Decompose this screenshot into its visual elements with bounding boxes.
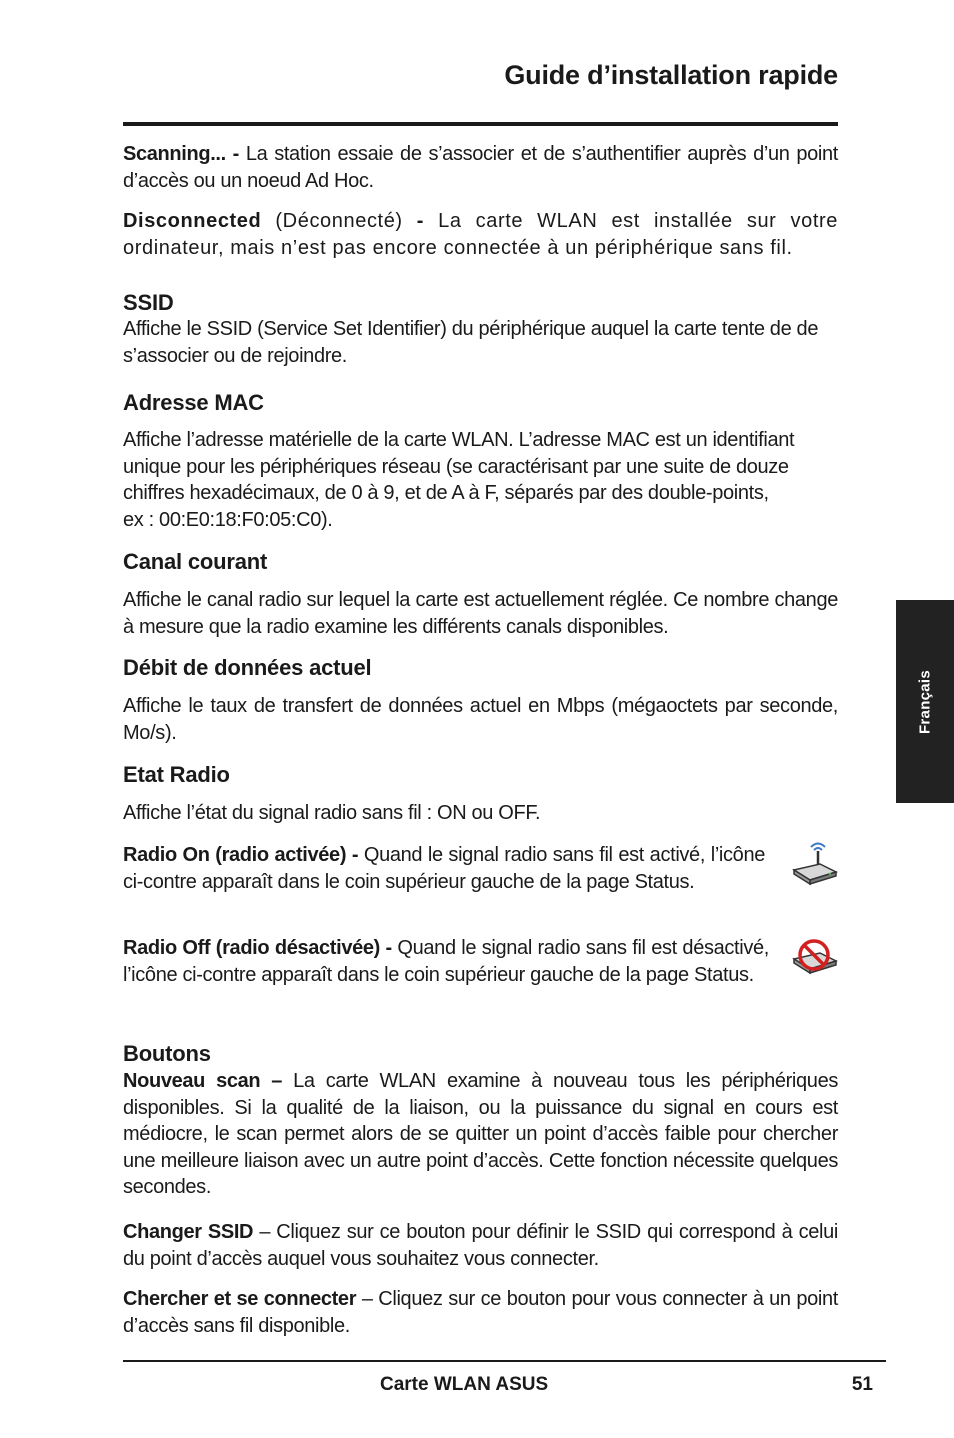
changer-ssid-label: Changer SSID xyxy=(123,1221,254,1243)
mac-text: Affiche l’adresse matérielle de la carte WLAN. L’adresse MAC est un identifiant unique pour les périphériques réseau (se caractérisant par une suite de douze chiffres hexadécimaux, de 0 à 9, et de A à F, séparés par des double-points, xyxy=(123,429,795,504)
radio-on-paragraph xyxy=(123,842,765,895)
chercher-text: – Cliquez sur ce bouton pour vous connecter à un point d’accès sans fil disponible. xyxy=(123,1288,839,1337)
page-header-title: Guide d’installation rapide xyxy=(504,60,838,90)
radio-on-text: Quand le signal radio sans fil est activé, l’icône ci-contre apparaît dans le coin supérieur gauche de la page Status. xyxy=(123,844,765,893)
ssid-section xyxy=(123,290,838,369)
boutons-heading: Boutons xyxy=(123,1041,211,1066)
mac-section xyxy=(123,390,838,533)
radio-off-icon xyxy=(790,935,838,979)
language-side-tab xyxy=(896,600,954,803)
etat-text: Affiche l’état du signal radio sans fil : ON ou OFF. xyxy=(123,802,541,824)
footer-rule xyxy=(123,1360,886,1362)
header-rule xyxy=(123,122,838,126)
scanning-paragraph xyxy=(123,141,838,194)
changer-ssid-paragraph xyxy=(123,1219,838,1272)
changer-ssid-text: – Cliquez sur ce bouton pour définir le SSID qui correspond à celui du point d’accès auquel vous souhaitez vous connecter. xyxy=(123,1221,838,1270)
mac-heading: Adresse MAC xyxy=(123,390,264,415)
ssid-heading: SSID xyxy=(123,290,174,315)
mac-example: ex : 00:E0:18:F0:05:C0). xyxy=(123,508,333,531)
footer-title: Carte WLAN ASUS xyxy=(380,1374,549,1395)
debit-text: Affiche le taux de transfert de données actuel en Mbps (mégaoctets par seconde, Mo/s). xyxy=(123,695,838,744)
disconnected-text: La carte WLAN est installée sur votre ordinateur, mais n’est pas encore connectée à un périphérique sans fil. xyxy=(123,210,838,259)
boutons-section xyxy=(123,1041,838,1201)
radio-off-label: Radio Off (radio désactivée) - xyxy=(123,937,392,959)
canal-text: Affiche le canal radio sur lequel la carte est actuellement réglée. Ce nombre change à mesure que la radio examine les différents canals disponibles. xyxy=(123,589,838,638)
page-number: 51 xyxy=(851,1374,873,1395)
nouveau-scan-text: La carte WLAN examine à nouveau tous les périphériques disponibles. Si la qualité de la liaison, ou la puissance du signal en cours est médiocre, le scan permet alors de se quitter un point d’accès faible pour chercher une meilleure liaison avec un autre point d’accès. Cette fonction nécessite quelques secondes. xyxy=(123,1070,838,1198)
chercher-paragraph xyxy=(123,1286,838,1339)
radio-off-paragraph xyxy=(123,935,769,988)
disconnected-paren: (Déconnecté) xyxy=(261,210,417,232)
nouveau-scan-paragraph xyxy=(123,1068,838,1201)
etat-heading: Etat Radio xyxy=(123,762,230,787)
etat-section xyxy=(123,762,838,827)
language-label: Français xyxy=(916,669,934,734)
chercher-label: Chercher et se connecter xyxy=(123,1288,357,1310)
canal-heading: Canal courant xyxy=(123,549,268,574)
nouveau-scan-label: Nouveau scan – xyxy=(123,1070,283,1092)
radio-on-label: Radio On (radio activée) - xyxy=(123,844,359,866)
scanning-label: Scanning... - xyxy=(123,143,239,165)
debit-section xyxy=(123,655,838,746)
scanning-text: La station essaie de s’associer et de s’authentifier auprès d’un point d’accès ou un noeud Ad Hoc. xyxy=(123,143,838,192)
disconnected-paragraph xyxy=(123,208,838,261)
ssid-text: Affiche le SSID (Service Set Identifier) du périphérique auquel la carte tente de de s’associer ou de rejoindre. xyxy=(123,318,819,367)
disconnected-dash: - xyxy=(416,210,425,232)
canal-section xyxy=(123,549,838,640)
disconnected-label: Disconnected xyxy=(123,210,262,232)
debit-heading: Débit de données actuel xyxy=(123,655,372,680)
radio-off-text: Quand le signal radio sans fil est désactivé, l’icône ci-contre apparaît dans le coin supérieur gauche de la page Status. xyxy=(123,937,769,986)
radio-on-icon xyxy=(790,842,838,886)
